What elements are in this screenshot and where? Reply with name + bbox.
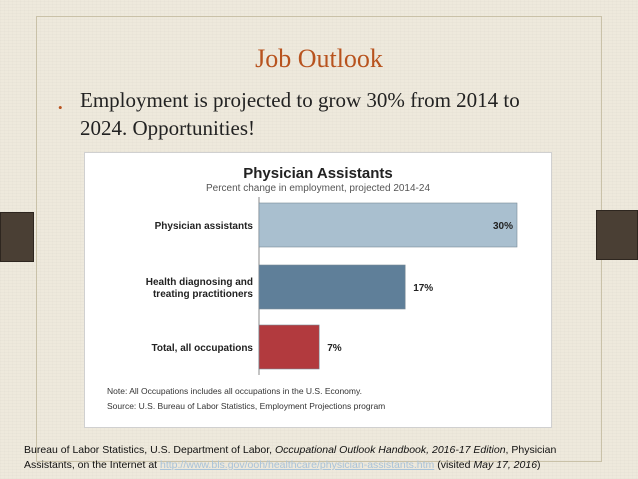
source-line1-suffix: , Physician [505,444,557,456]
source-link[interactable]: http://www.bls.gov/ooh/healthcare/physician-assistants.htm [160,459,435,471]
source-line2-prefix: Assistants, on the Internet at [24,459,160,471]
chart-title: Physician Assistants [243,165,393,182]
bar-2 [259,325,319,369]
source-line2-end: ) [537,459,541,471]
bullet-text: Employment is projected to grow 30% from 2014 to 2024. Opportunities! [80,88,520,140]
chart-svg [85,153,551,427]
source-visited-date: May 17, 2016 [473,459,538,471]
bar-1 [259,265,405,309]
source-line2-mid: (visited [434,459,474,471]
source-publication: Occupational Outlook Handbook, 2016-17 Edition [274,444,506,456]
category-label-0-0: Physician assistants [154,221,253,232]
data-label-0: 30% [492,221,513,232]
category-label-1-1: treating practitioners [152,289,253,300]
bar-chart [84,152,552,428]
data-label-2: 7% [327,343,342,354]
data-label-1: 17% [413,283,434,294]
source-citation [24,443,624,473]
bullet-icon: • [58,100,63,115]
slide-title: Job Outlook [255,44,383,73]
chart-note-0: Note: All Occupations includes all occupations in the U.S. Economy. [107,386,362,396]
bar-0 [259,203,517,247]
source-line1-prefix: Bureau of Labor Statistics, U.S. Department of Labor, [24,444,275,456]
category-label-2-0: Total, all occupations [151,343,253,354]
chart-note-1: Source: U.S. Bureau of Labor Statistics, Employment Projections program [107,401,386,411]
left-tab-decoration [0,212,34,262]
right-tab-decoration [596,210,638,260]
chart-subtitle: Percent change in employment, projected 2014-24 [205,183,431,194]
category-label-1-0: Health diagnosing and [145,277,253,288]
